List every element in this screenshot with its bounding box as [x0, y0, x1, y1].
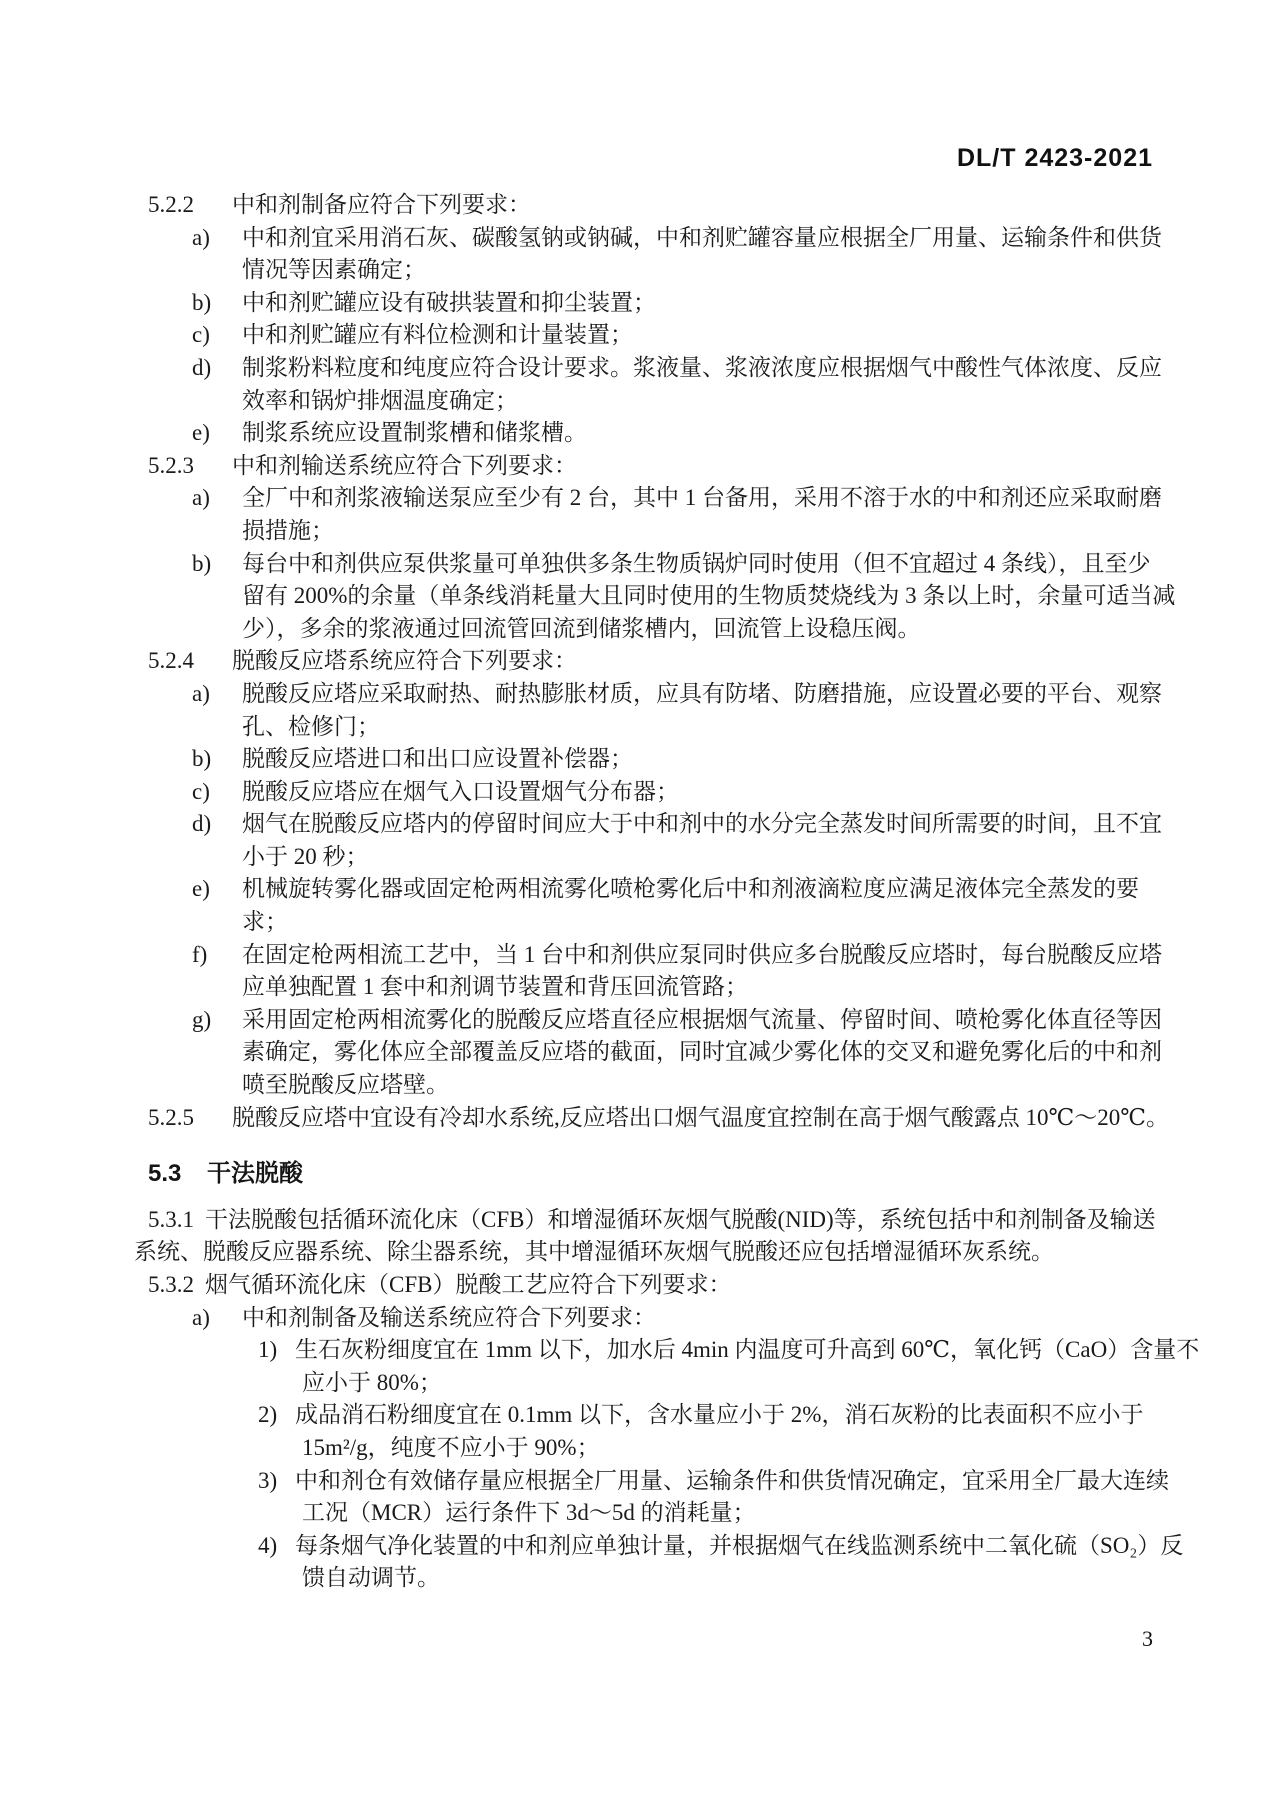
item-marker: 2): [258, 1402, 278, 1428]
clause-number: 5.2.4: [148, 648, 194, 674]
item-text-line: 中和剂贮罐应设有破拱装置和抑尘装置；: [242, 289, 656, 315]
clause-text-line: 干法脱酸包括循环流化床（CFB）和增湿循环灰烟气脱酸(NID)等，系统包括中和剂制备及输送: [205, 1206, 1156, 1232]
document-body: [134, 189, 1200, 1595]
section-heading-title: 干法脱酸: [207, 1160, 303, 1188]
sub-list-item: [134, 1399, 1154, 1464]
item-marker: f): [192, 941, 208, 967]
list-item: [134, 417, 1154, 450]
item-text-line: 制浆粉料粒度和纯度应符合设计要求。浆液量、浆液浓度应根据烟气中酸性气体浓度、反应: [242, 354, 1162, 380]
item-text-line: 中和剂贮罐应有料位检测和计量装置；: [242, 322, 633, 348]
text-line: [192, 1004, 1162, 1037]
clause-number: 5.2.2: [148, 192, 194, 217]
text-line: [148, 645, 1154, 678]
list-item: [134, 776, 1154, 809]
text-line: [148, 450, 1154, 483]
clause: [134, 450, 1154, 483]
item-text-line: 中和剂仓有效储存量应根据全厂用量、运输条件和供货情况确定，宜采用全厂最大连续: [295, 1467, 1169, 1493]
item-marker: b): [192, 289, 212, 315]
text-line: [192, 287, 1154, 320]
item-text-line: 生石灰粉细度宜在 1mm 以下，加水后 4min 内温度可升高到 60℃，氧化钙（CaO）含量不: [295, 1337, 1200, 1363]
item-continuation-line: 求；: [242, 909, 288, 935]
item-marker: b): [192, 746, 212, 772]
list-item: [134, 548, 1176, 646]
item-marker: d): [192, 811, 212, 837]
item-marker: 1): [258, 1337, 278, 1363]
item-marker: g): [192, 1006, 212, 1032]
item-continuation-line: 馈自动调节。: [302, 1565, 440, 1591]
item-marker: c): [192, 322, 210, 348]
list-item: [134, 287, 1154, 320]
clause: [134, 1269, 1154, 1302]
item-text-line: 制浆系统应设置制浆槽和储浆槽。: [242, 420, 587, 446]
list-item: [134, 1004, 1162, 1102]
page-number: 3: [1142, 1626, 1153, 1651]
text-line: [258, 1530, 1184, 1563]
item-text-line: 成品消石粉细度宜在 0.1mm 以下，含水量应小于 2%，消石灰粉的比表面积不应小于: [295, 1402, 1144, 1428]
text-line: [192, 678, 1162, 711]
clause-number: 5.2.5: [148, 1104, 194, 1130]
text-line: [192, 939, 1162, 972]
item-marker: 4): [258, 1532, 278, 1558]
text-line: [258, 1334, 1200, 1367]
item-text-line: 脱酸反应塔应采取耐热、耐热膨胀材质，应具有防堵、防磨措施，应设置必要的平台、观察: [242, 680, 1162, 706]
text-line: [192, 482, 1162, 515]
clause-number: 5.3.2: [148, 1272, 194, 1297]
clause: [134, 645, 1154, 678]
item-marker: 3): [258, 1467, 278, 1493]
item-continuation-line: 效率和锅炉排烟温度确定；: [242, 387, 518, 413]
item-continuation-line: 留有 200%的余量（单条线消耗量大且同时使用的生物质焚烧线为 3 条以上时，余量可适当减: [242, 583, 1176, 609]
item-marker: e): [192, 420, 210, 446]
text-line: [148, 189, 1154, 222]
list-item: [134, 939, 1162, 1004]
item-continuation-line: 应小于 80%；: [302, 1369, 442, 1395]
text-line: [192, 319, 1154, 352]
text-line: [148, 1102, 1169, 1135]
section-heading-number: 5.3: [148, 1160, 182, 1188]
item-marker: a): [192, 224, 210, 250]
item-marker: d): [192, 354, 212, 380]
item-marker: a): [192, 485, 210, 511]
item-text-line: 烟气在脱酸反应塔内的停留时间应大于中和剂中的水分完全蒸发时间所需要的时间，且不宜: [242, 811, 1162, 837]
clause-text-line: 脱酸反应塔中宜设有冷却水系统,反应塔出口烟气温度宜控制在高于烟气酸露点 10℃～20℃。: [232, 1104, 1169, 1130]
item-continuation-line: 孔、检修门；: [242, 713, 380, 739]
item-continuation-line: 15m²/g，纯度不应小于 90%；: [302, 1434, 600, 1460]
clause-text-line: 烟气循环流化床（CFB）脱酸工艺应符合下列要求：: [205, 1272, 732, 1297]
item-text-line: 脱酸反应塔应在烟气入口设置烟气分布器；: [242, 778, 679, 804]
text-line: [148, 1269, 1154, 1302]
item-text-line: 机械旋转雾化器或固定枪两相流雾化喷枪雾化后中和剂液滴粒度应满足液体完全蒸发的要: [242, 876, 1139, 902]
text-line: [258, 1465, 1169, 1498]
text-line: [192, 417, 1154, 450]
list-item: [134, 873, 1154, 938]
item-text-line: 中和剂制备及输送系统应符合下列要求：: [242, 1304, 656, 1330]
item-continuation-line: 小于 20 秒；: [242, 843, 369, 869]
clause: [134, 1204, 1154, 1269]
clause-number: 5.2.3: [148, 452, 194, 478]
item-continuation-line: 工况（MCR）运行条件下 3d～5d 的消耗量；: [302, 1500, 756, 1526]
text-line: [258, 1399, 1154, 1432]
clause: [134, 189, 1154, 222]
clause-text-line: 中和剂输送系统应符合下列要求：: [232, 452, 577, 478]
list-item: [134, 678, 1162, 743]
text-line: [192, 1302, 1154, 1335]
item-continuation-line: 情况等因素确定；: [242, 257, 426, 283]
text-line: [192, 222, 1162, 255]
item-marker: a): [192, 1304, 210, 1330]
item-marker: c): [192, 778, 210, 804]
list-item: [134, 1302, 1154, 1335]
list-item: [134, 482, 1162, 547]
text-line: [192, 873, 1154, 906]
text-line: [192, 743, 1154, 776]
text-line: [192, 808, 1162, 841]
item-text-line: 脱酸反应塔进口和出口应设置补偿器；: [242, 746, 633, 772]
item-continuation-line: 素确定，雾化体应全部覆盖反应塔的截面，同时宜减少雾化体的交叉和避免雾化后的中和剂: [242, 1039, 1162, 1065]
item-continuation-line: 应单独配置 1 套中和剂调节装置和背压回流管路；: [242, 974, 748, 1000]
section-heading: [134, 1158, 1154, 1191]
item-continuation-line: 损措施；: [242, 517, 334, 543]
clause-number: 5.3.1: [148, 1206, 194, 1232]
clause-text-line: 中和剂制备应符合下列要求：: [232, 192, 531, 217]
standard-number: DL/T 2423-2021: [956, 144, 1153, 172]
item-continuation-line: 少），多余的浆液通过回流管回流到储浆槽内，回流管上设稳压阀。: [242, 615, 921, 641]
list-item: [134, 808, 1162, 873]
item-marker: e): [192, 876, 210, 902]
clause-continuation-line: 系统、脱酸反应器系统、除尘器系统，其中增湿循环灰烟气脱酸还应包括增湿循环灰系统。: [134, 1239, 1054, 1265]
list-item: [134, 222, 1162, 287]
text-line: [192, 776, 1154, 809]
list-item: [134, 743, 1154, 776]
sub-list-item: [134, 1334, 1200, 1399]
list-item: [134, 352, 1162, 417]
sub-list-item: [134, 1530, 1184, 1595]
item-text-line: 采用固定枪两相流雾化的脱酸反应塔直径应根据烟气流量、停留时间、喷枪雾化体直径等因: [242, 1006, 1162, 1032]
item-marker: b): [192, 550, 212, 576]
clause-text-line: 脱酸反应塔系统应符合下列要求：: [232, 648, 577, 674]
item-marker: a): [192, 680, 210, 706]
sub-list-item: [134, 1465, 1169, 1530]
item-text-line: 中和剂宜采用消石灰、碳酸氢钠或钠碱，中和剂贮罐容量应根据全厂用量、运输条件和供货: [242, 224, 1162, 250]
item-text-line: 每台中和剂供应泵供浆量可单独供多条生物质锅炉同时使用（但不宜超过 4 条线），且至少: [242, 550, 1151, 576]
text-line: [192, 548, 1154, 581]
text-line: [192, 352, 1162, 385]
item-text-line: 每条烟气净化装置的中和剂应单独计量，并根据烟气在线监测系统中二氧化硫（SO₂）反: [295, 1532, 1184, 1558]
clause: [134, 1102, 1169, 1135]
list-item: [134, 319, 1154, 352]
item-continuation-line: 喷至脱酸反应塔壁。: [242, 1072, 449, 1098]
item-text-line: 在固定枪两相流工艺中，当 1 台中和剂供应泵同时供应多台脱酸反应塔时，每台脱酸反应塔: [242, 941, 1162, 967]
item-text-line: 全厂中和剂浆液输送泵应至少有 2 台，其中 1 台备用，采用不溶于水的中和剂还应采取耐磨: [242, 485, 1162, 511]
text-line: [148, 1204, 1154, 1237]
